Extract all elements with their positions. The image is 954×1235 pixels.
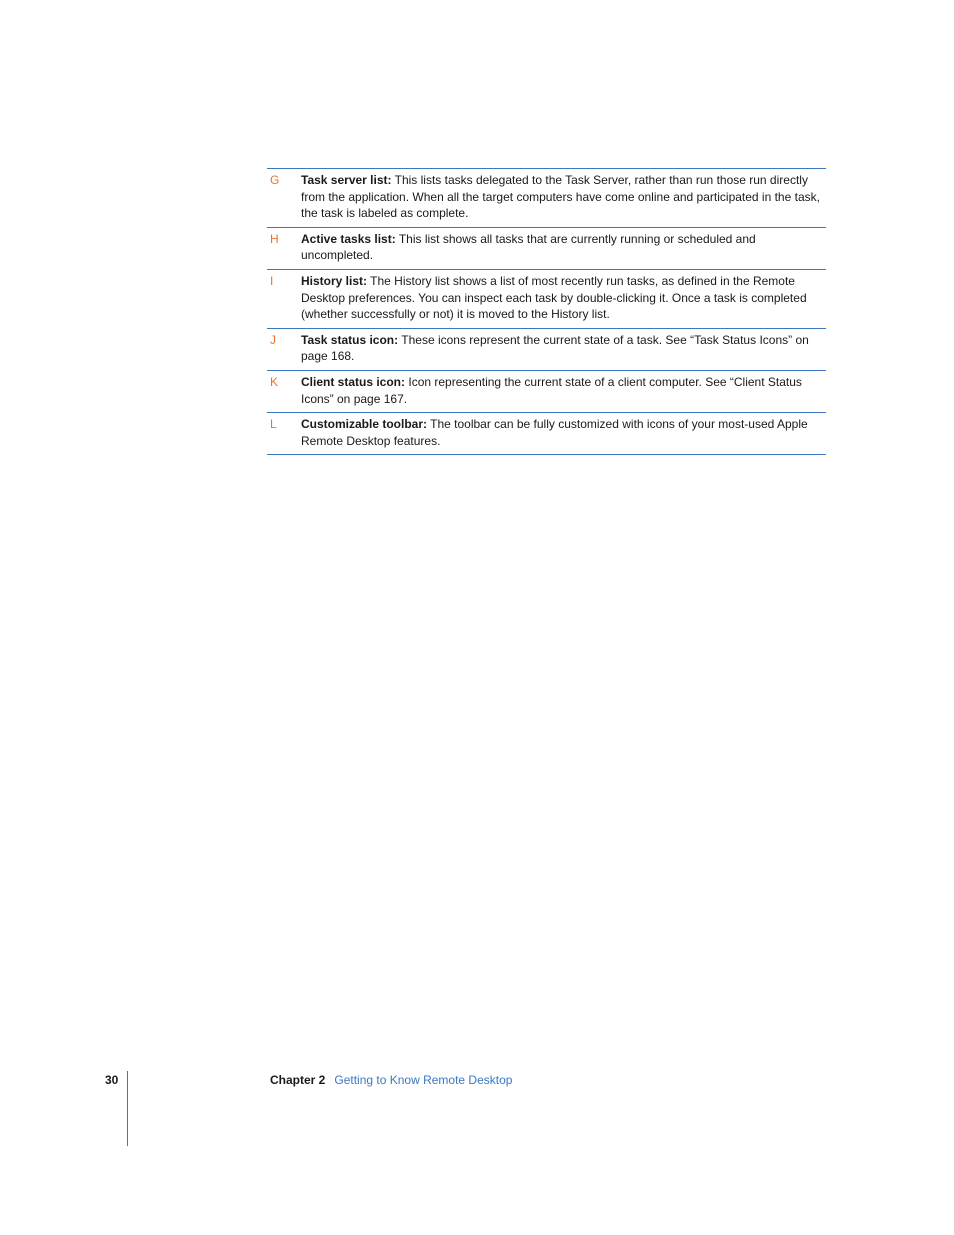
callout-term: History list: (301, 273, 368, 288)
callout-text (301, 231, 826, 264)
callout-text (301, 172, 826, 222)
callout-description: Icon representing the current state of a client computer. See “Client Status Icons” on page 167. (301, 374, 802, 406)
callout-text (301, 374, 826, 407)
callout-term: Task status icon: (301, 332, 399, 347)
callout-letter: L (270, 417, 277, 432)
page-number: 30 (105, 1073, 119, 1087)
chapter-title: Getting to Know Remote Desktop (334, 1073, 513, 1087)
callout-row-j (267, 329, 826, 371)
callout-description: These icons represent the current state of a task. See “Task Status Icons” on page 168. (301, 332, 809, 364)
callout-row-i (267, 270, 826, 329)
callout-letter: K (270, 374, 279, 389)
callout-table (267, 168, 826, 455)
footer-chapter (270, 1073, 512, 1087)
callout-text (301, 273, 826, 323)
callout-row-l (267, 413, 826, 455)
callout-description: The toolbar can be fully customized with icons of your most-used Apple Remote Desktop features. (301, 417, 808, 448)
callout-letter: G (270, 173, 280, 187)
callout-description: This list shows all tasks that are currently running or scheduled and uncompleted. (301, 231, 756, 263)
callout-term: Client status icon: (301, 374, 406, 389)
chapter-label: Chapter 2 (270, 1073, 326, 1087)
callout-letter: J (270, 332, 276, 347)
callout-letter: H (270, 231, 279, 246)
callout-description: The History list shows a list of most recently run tasks, as defined in the Remote Desktop preferences. You can inspect each task by double-clicking it. Once a task is completed (whether successfully or not) it is moved to the History list. (301, 273, 807, 322)
callout-letter: I (270, 273, 274, 288)
callout-row-g (267, 169, 826, 228)
callout-term: Customizable toolbar: (301, 417, 428, 432)
callout-row-h (267, 228, 826, 270)
callout-term: Task server list: (301, 173, 392, 187)
callout-term: Active tasks list: (301, 231, 396, 246)
callout-description: This lists tasks delegated to the Task Server, rather than run those run directly from the application. When all the target computers have come online and participated in the task, the task is labeled as complete. (301, 173, 820, 221)
callout-row-k (267, 371, 826, 413)
callout-text (301, 332, 826, 365)
callout-text (301, 416, 826, 449)
footer-divider (127, 1071, 128, 1146)
